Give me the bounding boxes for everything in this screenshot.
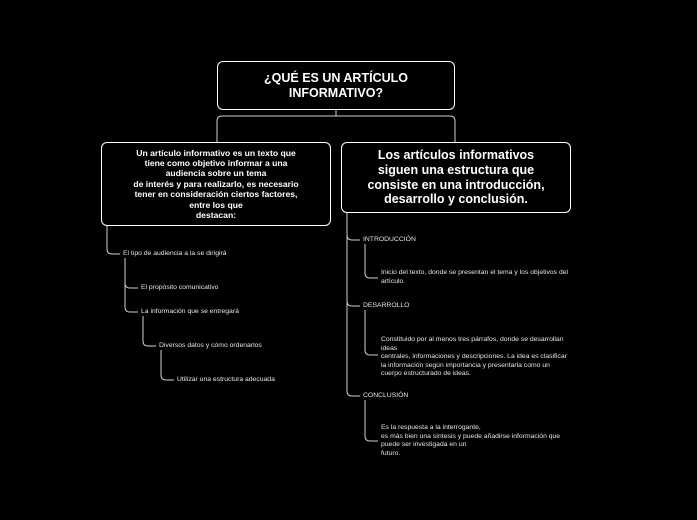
connector-conclusion <box>347 301 360 396</box>
connector-intro-detail <box>365 244 378 278</box>
connector-desarrollo <box>347 235 360 306</box>
subtopic-conclusion[interactable]: CONCLUSIÓN <box>363 392 409 399</box>
detail-conclusion[interactable]: Es la respuesta a la interrogante, es más bien una síntesis y puede añadirse información que puede ser investigada en un futuro. <box>381 424 561 457</box>
detail-desarrollo[interactable]: Constituido por al menos tres párrafos, donde se desarrollan ideas centrales, informaciones y descripciones. La idea es clasificar la información según importancia y presentarla como un cuerpo estructurado de ideas. <box>381 336 567 378</box>
root-to-right-connector <box>336 116 455 142</box>
main-topic-definition[interactable]: Un artículo informativo es un texto que tiene como objetivo informar a una audiencia sobre un tema de interés y para realizarlo, es necesario tener en consideración ciertos factores, entre los que destacan: <box>101 142 331 226</box>
subtopic-desarrollo[interactable]: DESARROLLO <box>363 302 410 309</box>
subtopic-proposito[interactable]: El propósito comunicativo <box>141 284 219 291</box>
connector-datos <box>143 316 156 346</box>
connector-estructura <box>161 350 174 380</box>
root-topic[interactable]: ¿QUÉ ES UN ARTÍCULO INFORMATIVO? <box>217 61 455 110</box>
subtopic-datos[interactable]: Diversos datos y cómo ordenarlos <box>159 342 262 349</box>
connector-introduccion <box>347 213 360 240</box>
subtopic-introduccion[interactable]: INTRODUCCIÓN <box>363 236 416 243</box>
connector-desarrollo-detail <box>365 310 378 355</box>
subtopic-audiencia[interactable]: El tipo de audiencia a la se dirigirá <box>123 250 227 257</box>
root-to-left-connector <box>217 110 336 142</box>
connector-conclusion-detail <box>365 400 378 441</box>
subtopic-informacion[interactable]: La información que se entregará <box>141 308 239 315</box>
connector-audiencia <box>107 226 120 254</box>
main-topic-structure[interactable]: Los artículos informativos siguen una estructura que consiste en una introducción, desarrollo y conclusión. <box>341 142 571 213</box>
connector-proposito <box>125 258 138 288</box>
detail-introduccion[interactable]: Inicio del texto, donde se presentan el tema y los objetivos del artículo. <box>381 269 569 285</box>
subtopic-estructura[interactable]: Utilizar una estructura adecuada <box>177 376 275 383</box>
